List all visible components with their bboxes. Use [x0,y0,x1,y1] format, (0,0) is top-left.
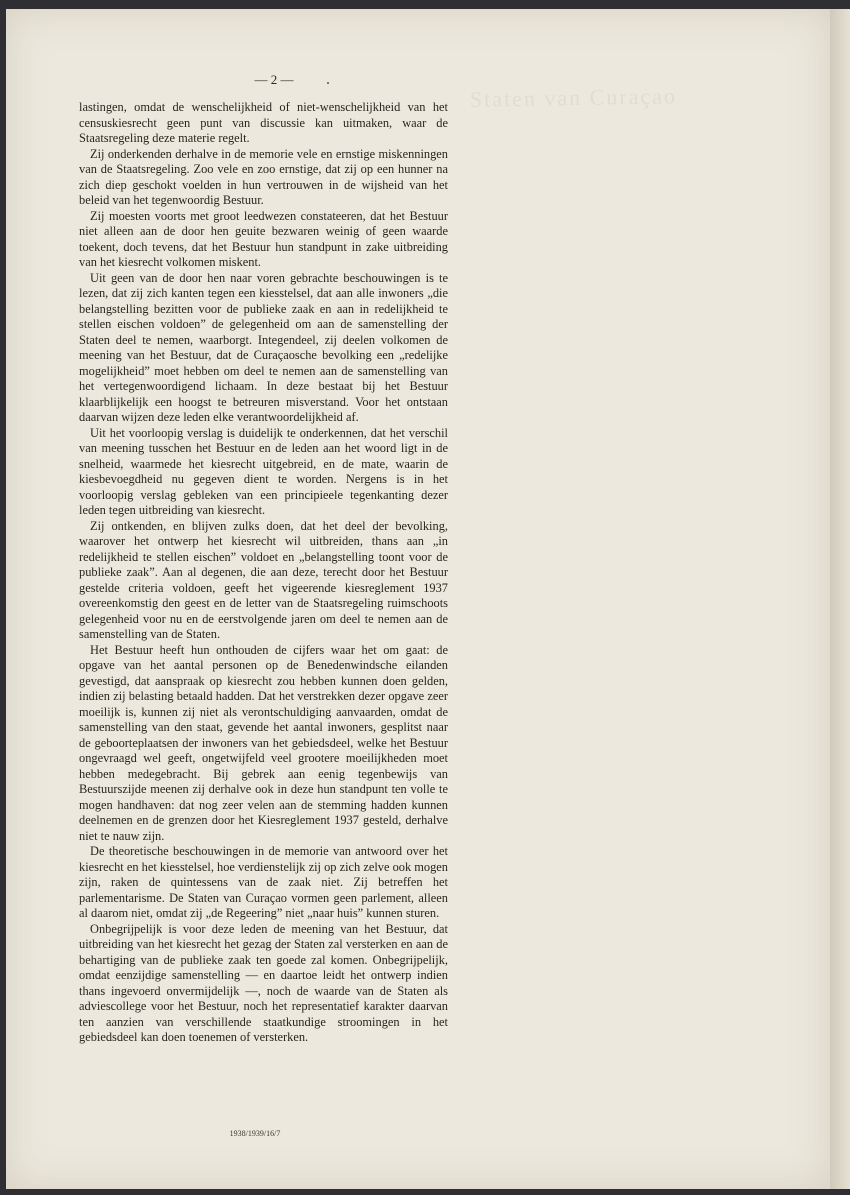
ink-speck [327,82,329,84]
paragraph: Het Bestuur heeft hun onthouden de cijfers waar het om gaat: de opgave van het aantal personen op de Benedenwindsche eilanden gevestigd, dat aanspraak op kiesrecht zou hebben kunnen doen gelden, indien zij belasting betaald hadden. Dat het verstrekken dezer opgave zeer moeilijk is, kunnen zij niet als verontschuldiging aanvaarden, omdat de samenstelling van den staat, gevende het aantal inwoners, gesplitst naar de geboorteplaatsen der inwoners van het gebiedsdeel, welke het Bestuur ongevraagd wel geeft, ongetwijfeld veel grootere moeilijkheden moet hebben medegebracht. Bij gebrek aan eenig tegenbewijs van Bestuurszijde meenen zij derhalve ook in deze hun standpunt ten volle te mogen handhaven: dat nog zeer velen aan de stemming hadden kunnen deelnemen en de grenzen door het Kiesreglement 1937 gesteld, derhalve niet te nauw zijn. [79,642,448,843]
paragraph: Zij moesten voorts met groot leedwezen constateeren, dat het Bestuur niet alleen aan de door hen geuite bezwaren weinig of geen waarde toekent, doch tevens, dat het Bestuur hun standpunt in zake uitbreiding van het kiesrecht volkomen miskent. [79,208,448,269]
bleed-through-heading: Staten van Curaçao [469,83,678,112]
body-text [79,100,448,1046]
paragraph: Zij ontkenden, en blijven zulks doen, dat het deel der bevolking, waarover het ontwerp het kiesrecht wil uitbreiden, thans aan „in redelijkheid te stellen eischen” voldoet en „belangstelling toont voor de publieke zaak”. Aan al degenen, die aan deze, terecht door het Bestuur gestelde criteria voldoen, geeft het vigeerende kiesreglement 1937 overeenkomstig den geest en de letter van de Staatsregeling ruimschoots gelegenheid voor nu en de eerstvolgende jaren om deel te nemen aan de samenstelling van de Staten. [79,518,448,641]
paragraph: lastingen, omdat de wenschelijkheid of niet-wenschelijkheid van het censuskiesrecht geen punt van discussie kan uitmaken, waar de Staatsregeling deze materie regelt. [79,100,448,145]
page-number: — 2 — [254,72,294,87]
paragraph: Zij onderkenden derhalve in de memorie vele en ernstige miskenningen van de Staatsregeling. Zoo vele en zoo ernstige, dat zij op een hunner na zich diep geschokt voelden in hun vertrouwen in de wijsheid van het beleid van het tegenwoordig Bestuur. [79,146,448,207]
page-edge [830,9,850,1189]
document-code: 1938/1939/16/7 [229,1129,281,1138]
paragraph: Onbegrijpelijk is voor deze leden de meening van het Bestuur, dat uitbreiding van het kiesrecht het gezag der Staten zal versterken en aan de behartiging van de publieke zaak ten goede zal komen. Onbegrijpelijk, omdat eenzijdige samenstelling — en daartoe leidt het ontwerp indien thans ingevoerd onvermijdelijk —, noch de waarde van de Staten als adviescollege voor het Bestuur, noch het representatief karakter daarvan ten aanzien van verschillende staatkundige stroomingen in het gebiedsdeel kan doen toenemen of versterken. [79,921,448,1044]
paragraph: Uit geen van de door hen naar voren gebrachte beschouwingen is te lezen, dat zij zich kanten tegen een kiesstelsel, dat aan alle inwoners „die belangstelling bezitten voor de publieke zaak en aan in redelijkheid te stellen eischen voldoen” de gelegenheid om aan de samenstelling der Staten deel te nemen, waarborgt. Integendeel, zij deelen volkomen de meening van het Bestuur, dat de Curaçaosche bevolking een „redelijke mogelijkheid” moet hebben om deel te nemen aan de samenstelling van het vertegenwoordigend lichaam. In deze bestaat bij het Bestuur klaarblijkelijk een hoogst te betreuren misverstand. Voor het ontstaan daarvan wijzen deze leden elke verantwoordelijkheid af. [79,270,448,424]
paragraph: Uit het voorloopig verslag is duidelijk te onderkennen, dat het verschil van meening tusschen het Bestuur en de leden aan het woord ligt in de snelheid, waarmede het kiesrecht uitgebreid, en de mate, waarin de kiesbevoegdheid nu gegeven dient te worden. Nergens is in het voorloopig verslag gebleken van een principieele tegenkanting dezer leden tegen uitbreiding van kiesrecht. [79,425,448,517]
paragraph: De theoretische beschouwingen in de memorie van antwoord over het kiesrecht en het kiesstelsel, hoe verdienstelijk zij op zich zelve ook mogen zijn, raken de quintessens van de zaak niet. Zij betreffen het parlementarisme. De Staten van Curaçao vormen geen parlement, alleen al daarom niet, omdat zij „de Regeering” niet „naar huis” kunnen sturen. [79,844,448,920]
